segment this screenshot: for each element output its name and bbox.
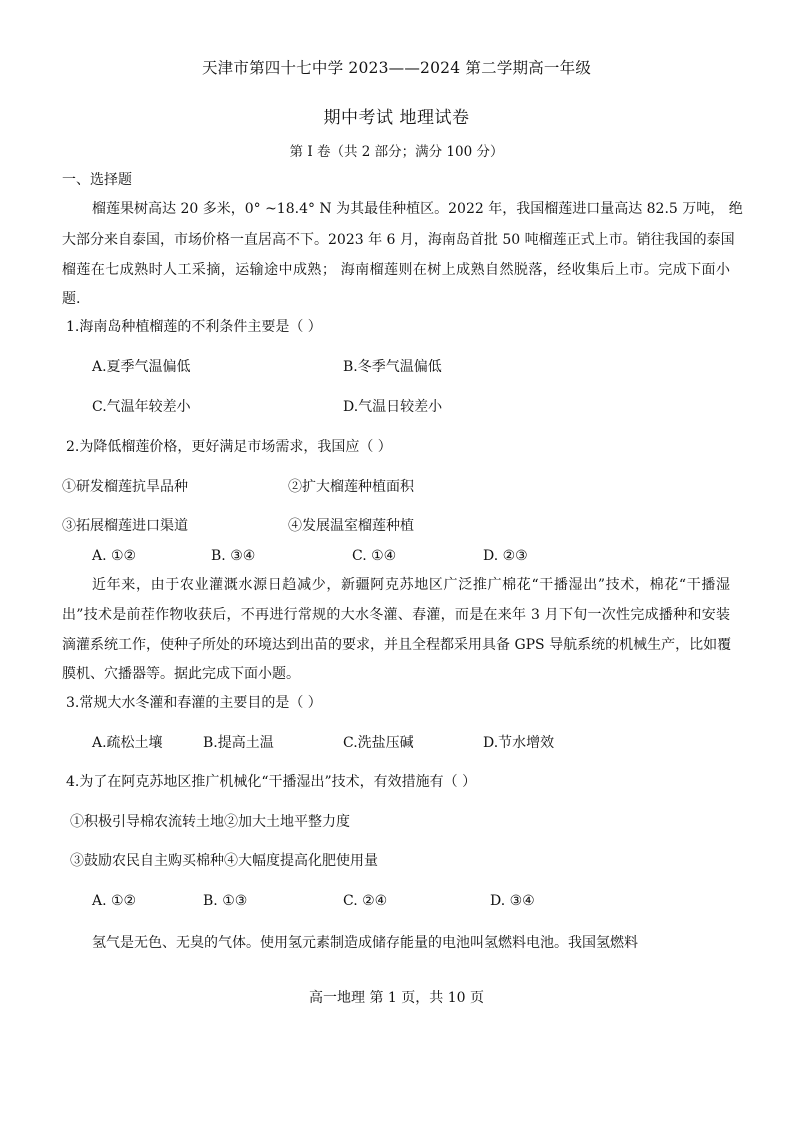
q2-item-1: ①研发榴莲抗旱品种: [62, 479, 188, 495]
passage1-line-3: 榴莲在七成熟时人工采摘，运输途中成熟； 海南榴莲则在树上成熟自然脱落，经收集后上市。完成下面小: [62, 262, 730, 278]
passage2-line-3: 滴灌系统工作，使种子所处的环境达到出苗的要求，并且全程都采用具备 GPS 导航系统的机械生产，比如覆: [62, 637, 732, 653]
q1-option-b: B.冬季气温偏低: [343, 359, 442, 375]
question-4-stem: 4.为了在阿克苏地区推广机械化“干播湿出”技术，有效措施有（ ）: [66, 774, 477, 790]
passage2-line-4: 膜机、穴播器等。据此完成下面小题。: [62, 666, 300, 682]
passage1-line-2: 大部分来自泰国，市场价格一直居高不下。2023 年 6 月，海南岛首批 50 吨榴莲正式上市。销往我国的泰国: [62, 232, 735, 248]
q2-item-3: ③拓展榴莲进口渠道: [62, 518, 188, 534]
question-3-stem: 3.常规大水冬灌和春灌的主要目的是（ ）: [66, 695, 322, 711]
passage1-line-1: 榴莲果树高达 20 多米，0° ~18.4° N 为其最佳种植区。2022 年，我国榴莲进口量高达 82.5 万吨， 绝: [92, 201, 743, 217]
q2-item-4: ④发展温室榴莲种植: [288, 518, 414, 534]
q4-option-c: C. ②④: [343, 893, 388, 909]
passage2-line-2: 出”技术是前茬作物收获后，不再进行常规的大水冬灌、春灌，而是在来年 3 月下旬一次性完成播种和安装: [62, 607, 730, 623]
exam-title: 期中考试 地理试卷: [323, 108, 470, 128]
section-heading: 一、选择题: [62, 172, 132, 188]
q2-item-2: ②扩大榴莲种植面积: [288, 479, 414, 495]
q4-option-d: D. ③④: [490, 893, 535, 909]
question-2-stem: 2.为降低榴莲价格，更好满足市场需求，我国应（ ）: [66, 439, 392, 455]
q2-option-b: B. ③④: [211, 548, 256, 564]
q3-option-c: C.洗盐压碱: [343, 735, 414, 751]
q4-option-a: A. ①②: [92, 893, 137, 909]
volume-info: 第 I 卷（共 2 部分；满分 100 分）: [289, 144, 504, 160]
q3-option-a: A.疏松土壤: [92, 735, 163, 751]
q3-option-b: B.提高土温: [203, 735, 274, 751]
q3-option-d: D.节水增效: [483, 735, 555, 751]
q4-items-line-1: ①积极引导棉农流转土地②加大土地平整力度: [70, 814, 350, 830]
q2-option-d: D. ②③: [483, 548, 528, 564]
q4-option-b: B. ①③: [203, 893, 248, 909]
q1-option-a: A.夏季气温偏低: [92, 359, 191, 375]
question-1-stem: 1.海南岛种植榴莲的不利条件主要是（ ）: [66, 319, 322, 335]
q1-option-d: D.气温日较差小: [343, 399, 443, 415]
school-title: 天津市第四十七中学 2023——2024 第二学期高一年级: [201, 59, 592, 77]
q2-option-c: C. ①④: [352, 548, 397, 564]
passage1-line-4: 题.: [62, 291, 81, 307]
q2-option-a: A. ①②: [92, 548, 137, 564]
passage2-line-1: 近年来，由于农业灌溉水源日趋减少，新疆阿克苏地区广泛推广棉花“干播湿出”技术，棉花“干播湿: [92, 577, 730, 593]
page-footer: 高一地理 第 1 页，共 10 页: [309, 990, 484, 1006]
q1-option-c: C.气温年较差小: [92, 399, 191, 415]
passage3-line-1: 氢气是无色、无臭的气体。使用氢元素制造成储存能量的电池叫氢燃料电池。我国氢燃料: [92, 935, 638, 951]
q4-items-line-2: ③鼓励农民自主购买棉种④大幅度提高化肥使用量: [70, 853, 378, 869]
